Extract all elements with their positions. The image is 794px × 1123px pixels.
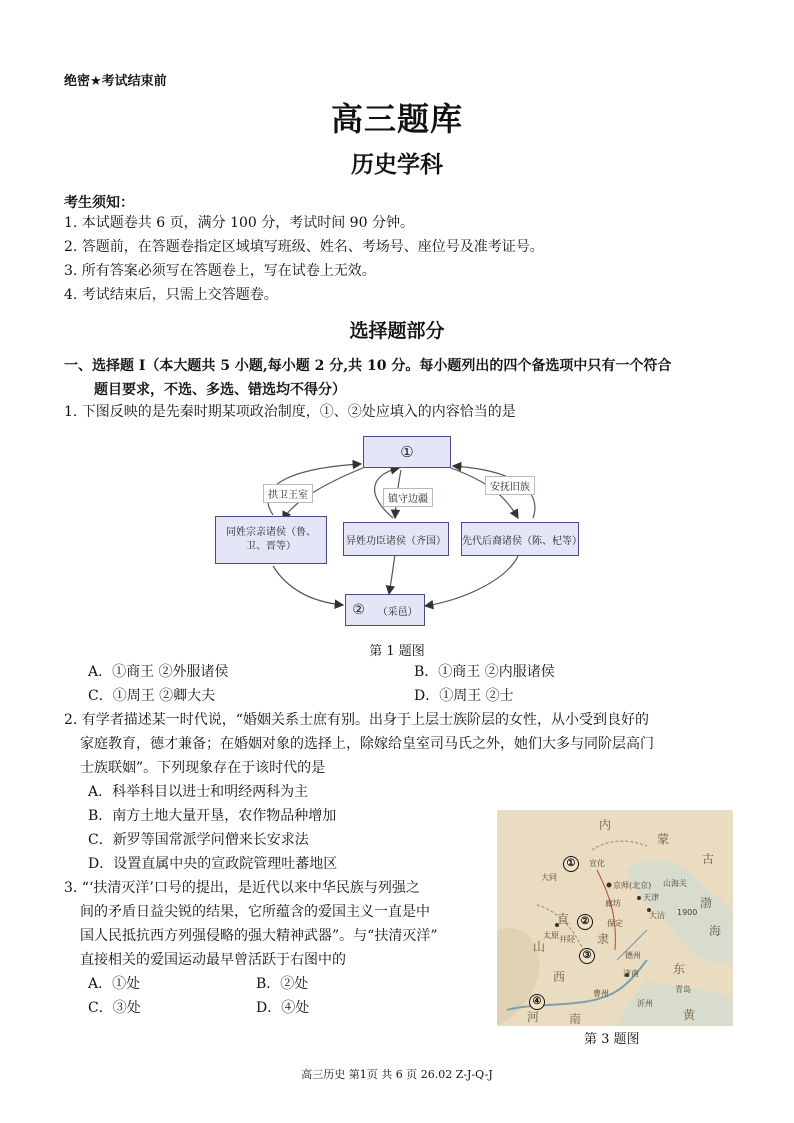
map-place: 济南 <box>623 969 639 978</box>
diagram-node-middle: 异姓功臣诸侯（齐国） <box>343 522 449 556</box>
map-place: 井陉 <box>559 935 575 944</box>
q3-line: 国人民抵抗西方列强侵略的强大精神武器”。与“扶清灭洋” <box>80 928 438 944</box>
diagram-node-right: 先代后裔诸侯（陈、杞等） <box>461 522 579 556</box>
q3-option-b: B．②处 <box>256 976 309 992</box>
notice-item: 2. 答题前，在答题卷指定区域填写班级、姓名、考场号、座位号及准考证号。 <box>64 239 544 255</box>
q2-option-a: A．科举科目以进士和明经两科为主 <box>88 784 309 800</box>
notice-item: 4. 考试结束后，只需上交答题卷。 <box>64 287 278 303</box>
map-region: 东 <box>673 962 686 976</box>
arrow-middle-to-bottom <box>389 554 395 594</box>
q3-map <box>497 810 733 1026</box>
map-mark-4: ④ <box>529 994 545 1010</box>
part-instructions <box>64 354 736 402</box>
arrow-right-to-bottom <box>425 554 519 606</box>
q3-option-a: A．①处 <box>88 976 141 992</box>
arrow-left-to-bottom <box>273 566 343 605</box>
map-place: 大同 <box>541 873 557 882</box>
map-place: 曹州 <box>593 989 609 998</box>
q2-line: 家庭教育，德才兼备；在婚姻对象的选择上，除嫁给皇室司马氏之外，她们大多与同阶层高门 <box>80 736 654 752</box>
q3-caption: 第 3 题图 <box>584 1032 640 1047</box>
page-title: 高三题库 <box>330 100 463 138</box>
notice-heading: 考生须知： <box>64 195 134 211</box>
q3-line: 间的矛盾日益尖锐的结果，它所蕴含的爱国主义一直是中 <box>80 904 430 920</box>
map-place: 宣化 <box>589 859 605 868</box>
map-region: 海 <box>709 924 722 938</box>
q1-diagram <box>213 430 593 630</box>
q1-caption: 第 1 题图 <box>369 644 425 659</box>
map-place: 青岛 <box>675 985 691 994</box>
q3-line: 3. “‘扶清灭洋’口号的提出，是近代以来中华民族与列强之 <box>64 880 420 896</box>
map-place: 沂州 <box>637 999 653 1008</box>
edge-label-left: 拱卫王室 <box>263 484 313 503</box>
confidential-label: 绝密★考试结束前 <box>64 74 167 89</box>
map-region: 古 <box>702 852 715 866</box>
map-region: 隶 <box>597 932 610 946</box>
notice-item: 1. 本试题卷共 6 页，满分 100 分，考试时间 90 分钟。 <box>64 215 414 231</box>
q2-line: 士族联姻”。下列现象存在于该时代的是 <box>80 760 326 776</box>
page-subtitle: 历史学科 <box>351 151 443 178</box>
q2-option-b: B．南方土地大量开垦，农作物品种增加 <box>88 808 337 824</box>
map-region: 直 <box>557 912 570 926</box>
map-place: 山海关 <box>663 879 687 888</box>
map-mark-1: ① <box>563 856 579 872</box>
q3-option-d: D．④处 <box>256 1000 310 1016</box>
notice-item: 3. 所有答案必须写在答题卷上，写在试卷上无效。 <box>64 263 376 279</box>
map-region: 河 <box>527 1010 540 1024</box>
q2-line: 2. 有学者描述某一时代说，“婚姻关系士庶有别。出身于上层士族阶层的女性，从小受到良好的 <box>64 712 649 728</box>
q1-stem: 1. 下图反映的是先秦时期某项政治制度，①、②处应填入的内容恰当的是 <box>64 404 516 420</box>
q2-option-c: C．新罗等国常派学问僧来长安求法 <box>88 832 309 848</box>
page-footer: 高三历史 第1页 共 6 页 26.02 Z-J-Q-J <box>301 1068 493 1081</box>
map-mark-3: ③ <box>579 948 595 964</box>
q1-option-c: C．①周王 ②卿大夫 <box>88 688 216 704</box>
q1-option-a: A．①商王 ②外服诸侯 <box>88 664 229 680</box>
q2-option-d: D．设置直属中央的宣政院管理吐蕃地区 <box>88 856 338 872</box>
map-place: 京师(北京) <box>613 881 652 890</box>
map-place: 保定 <box>607 919 623 928</box>
section-title: 选择题部分 <box>349 320 445 342</box>
map-place: 大沽 <box>649 911 665 920</box>
map-region: 内 <box>599 818 612 832</box>
edge-label-right: 安抚旧族 <box>485 476 535 495</box>
map-place: 太原 <box>543 931 559 940</box>
diagram-bottom-mark: ② <box>352 602 365 618</box>
diagram-node-left: 同姓宗亲诸侯（鲁、卫、晋等） <box>215 516 327 564</box>
map-place: 德州 <box>625 951 641 960</box>
map-year: 1900 <box>677 908 698 917</box>
map-region: 黄 <box>683 1008 696 1022</box>
map-region: 山 <box>533 940 546 954</box>
part-line-2: 题目要求，不选、多选、错选均不得分） <box>94 382 346 398</box>
map-region: 南 <box>569 1012 582 1026</box>
q3-option-c: C．③处 <box>88 1000 141 1016</box>
diagram-node-top: ① <box>363 436 451 468</box>
part-line-1: 一、选择题 I（本大题共 5 小题,每小题 2 分,共 10 分。每小题列出的四个备选项中只有一个符合 <box>64 358 672 374</box>
map-place: 廊坊 <box>605 899 621 908</box>
map-region: 西 <box>553 970 566 984</box>
map-mark-2: ② <box>577 914 593 930</box>
map-place: 天津 <box>643 893 659 902</box>
q1-option-b: B．①商王 ②内服诸侯 <box>414 664 555 680</box>
map-region: 渤 <box>700 896 713 910</box>
q1-option-d: D．①周王 ②士 <box>414 688 514 704</box>
map-region: 蒙 <box>657 832 670 846</box>
edge-label-middle: 镇守边疆 <box>383 488 433 507</box>
diagram-node-bottom <box>345 594 425 626</box>
diagram-bottom-text: （采邑） <box>377 606 418 618</box>
q3-line: 直接相关的爱国运动最早曾活跃于右图中的 <box>80 952 346 968</box>
